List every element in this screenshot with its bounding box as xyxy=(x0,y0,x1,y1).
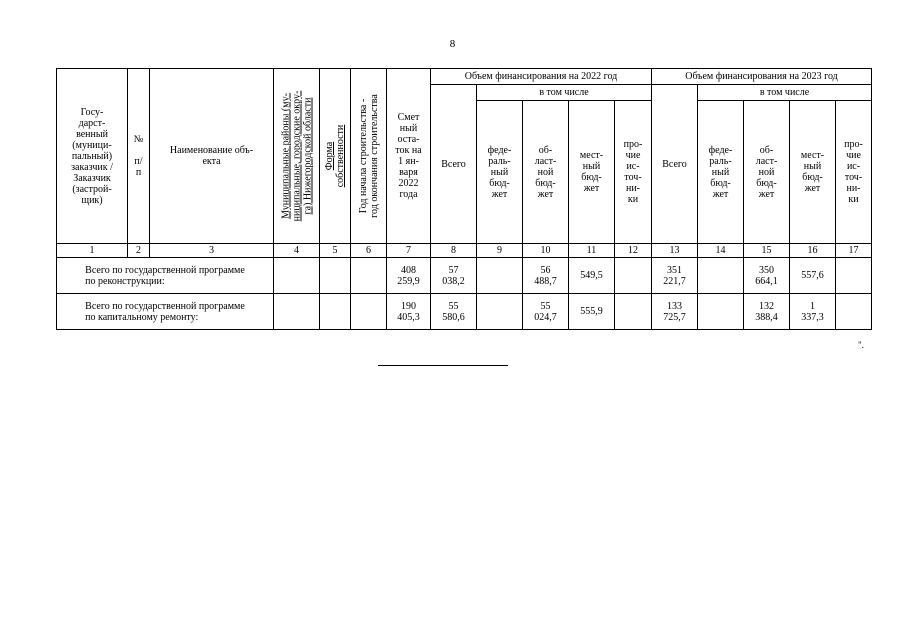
cell-local-2022: 555,9 xyxy=(569,294,615,330)
header-total-2023: Всего xyxy=(652,85,698,244)
header-total-2022: Всего xyxy=(431,85,477,244)
cell-total-2023: 133 725,7 xyxy=(652,294,698,330)
row-label: Всего по государственной программе по реконструкции: xyxy=(57,258,274,294)
header-financing-2022: Объем финансирования на 2022 год xyxy=(431,69,652,85)
cell-federal-2022 xyxy=(477,294,523,330)
table-row-capital-repair xyxy=(57,294,872,330)
cell-local-2023: 557,6 xyxy=(790,258,836,294)
header-local-2022: мест- ный бюд- жет xyxy=(569,101,615,244)
column-number: 11 xyxy=(569,244,615,258)
header-regional-2023: об- ласт- ной бюд- жет xyxy=(744,101,790,244)
cell-districts xyxy=(274,294,320,330)
cell-districts xyxy=(274,258,320,294)
table-row-reconstruction xyxy=(57,258,872,294)
cell-regional-2023: 350 664,1 xyxy=(744,258,790,294)
row-label: Всего по государственной программе по капитальному ремонту: xyxy=(57,294,274,330)
column-number: 2 xyxy=(128,244,150,258)
column-number: 13 xyxy=(652,244,698,258)
cell-federal-2023 xyxy=(698,258,744,294)
cell-balance: 190 405,3 xyxy=(387,294,431,330)
cell-years xyxy=(351,294,387,330)
page-number: 8 xyxy=(449,38,456,50)
cell-other-2022 xyxy=(615,294,652,330)
column-number: 7 xyxy=(387,244,431,258)
cell-other-2023 xyxy=(836,258,872,294)
cell-other-2023 xyxy=(836,294,872,330)
column-number: 1 xyxy=(57,244,128,258)
column-number: 14 xyxy=(698,244,744,258)
header-local-2023: мест- ный бюд- жет xyxy=(790,101,836,244)
cell-regional-2022: 55 024,7 xyxy=(523,294,569,330)
column-number: 16 xyxy=(790,244,836,258)
header-ownership-form: Форма собственности xyxy=(320,69,351,244)
header-other-2022: про- чие ис- точ- ни- ки xyxy=(615,101,652,244)
header-financing-2023: Объем финансирования на 2023 год xyxy=(652,69,872,85)
header-customer: Госу- дарст- венный (муници- пальный) заказчик / Заказчик (застрой- щик) xyxy=(57,69,128,244)
header-municipal-districts: Муниципальные районы (му- ниципальные, городские окру- га) Нижегородской области xyxy=(274,69,320,244)
cell-federal-2023 xyxy=(698,294,744,330)
cell-local-2023: 1 337,3 xyxy=(790,294,836,330)
header-number: № п/ п xyxy=(128,69,150,244)
column-number: 17 xyxy=(836,244,872,258)
column-number: 4 xyxy=(274,244,320,258)
column-number: 10 xyxy=(523,244,569,258)
header-regional-2022: об- ласт- ной бюд- жет xyxy=(523,101,569,244)
footnote-separator-line xyxy=(378,365,508,366)
cell-total-2023: 351 221,7 xyxy=(652,258,698,294)
column-number: 15 xyxy=(744,244,790,258)
header-federal-2022: феде- раль- ный бюд- жет xyxy=(477,101,523,244)
financing-table xyxy=(56,68,872,330)
header-construction-years: Год начала строительства - год окончания строительства xyxy=(351,69,387,244)
cell-regional-2022: 56 488,7 xyxy=(523,258,569,294)
cell-regional-2023: 132 388,4 xyxy=(744,294,790,330)
cell-federal-2022 xyxy=(477,258,523,294)
column-number: 12 xyxy=(615,244,652,258)
header-including-2023: в том числе xyxy=(698,85,872,101)
column-number: 5 xyxy=(320,244,351,258)
header-estimated-balance: Смет ный оста- ток на 1 ян- варя 2022 года xyxy=(387,69,431,244)
column-number: 8 xyxy=(431,244,477,258)
column-number-row xyxy=(57,244,872,258)
header-federal-2023: феде- раль- ный бюд- жет xyxy=(698,101,744,244)
cell-other-2022 xyxy=(615,258,652,294)
cell-local-2022: 549,5 xyxy=(569,258,615,294)
column-number: 3 xyxy=(150,244,274,258)
cell-total-2022: 57 038,2 xyxy=(431,258,477,294)
closing-quote-mark: ". xyxy=(858,340,864,350)
column-number: 6 xyxy=(351,244,387,258)
header-other-2023: про- чие ис- точ- ни- ки xyxy=(836,101,872,244)
header-including-2022: в том числе xyxy=(477,85,652,101)
column-number: 9 xyxy=(477,244,523,258)
cell-ownership xyxy=(320,258,351,294)
cell-years xyxy=(351,258,387,294)
cell-total-2022: 55 580,6 xyxy=(431,294,477,330)
header-object-name: Наименование объ- екта xyxy=(150,69,274,244)
cell-ownership xyxy=(320,294,351,330)
cell-balance: 408 259,9 xyxy=(387,258,431,294)
